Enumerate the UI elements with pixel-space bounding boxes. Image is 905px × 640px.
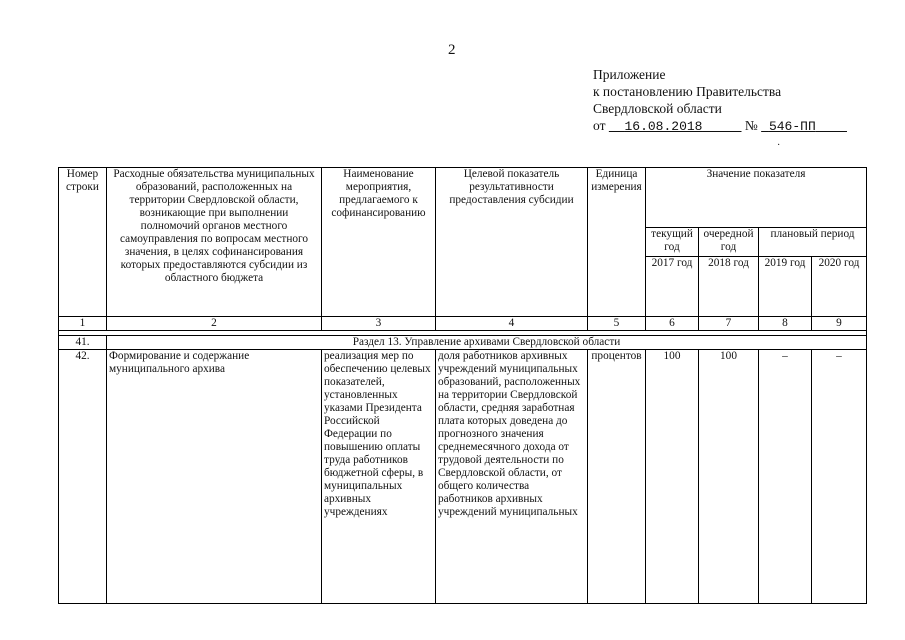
index-row (59, 317, 867, 331)
header-year-2020: 2020 год (812, 257, 867, 317)
stray-mark: · (777, 140, 781, 151)
header-year-2017: 2017 год (646, 257, 699, 317)
index-cell: 5 (588, 317, 646, 331)
index-cell: 2 (107, 317, 322, 331)
data-row-number: 42. (59, 350, 107, 604)
page-number: 2 (448, 42, 456, 58)
resolution-number: 546-ПП (768, 119, 816, 134)
appendix-line-1: Приложение (593, 67, 666, 82)
data-obligation: Формирование и содержание муниципального архива (107, 350, 322, 604)
appendix-line-3: Свердловской области (593, 101, 722, 116)
index-cell: 3 (322, 317, 436, 331)
header-indicator: Целевой показатель результативности предоставления субсидии (436, 168, 588, 317)
index-cell: 4 (436, 317, 588, 331)
header-value-group: Значение показателя (646, 168, 867, 228)
header-measure: Наименование мероприятия, предлагаемого к софинансированию (322, 168, 436, 317)
data-value-2017: 100 (646, 350, 699, 604)
header-plan-period: плановый период (759, 228, 867, 257)
resolution-date: 16.08.2018 (624, 119, 703, 134)
index-cell: 8 (759, 317, 812, 331)
from-label: от (593, 118, 606, 133)
data-value-2019: – (759, 350, 812, 604)
data-row (59, 350, 867, 604)
appendix-block (593, 66, 847, 135)
section-title: Раздел 13. Управление архивами Свердловской области (107, 336, 867, 350)
header-current-year: текущий год (646, 228, 699, 257)
header-row-1 (59, 168, 867, 228)
data-value-2020: – (812, 350, 867, 604)
appendix-line-2: к постановлению Правительства (593, 84, 782, 99)
section-row-number: 41. (59, 336, 107, 350)
header-row-number: Номер строки (59, 168, 107, 317)
header-next-year: очередной год (699, 228, 759, 257)
header-year-2019: 2019 год (759, 257, 812, 317)
index-cell: 6 (646, 317, 699, 331)
appendix-date-row (593, 117, 847, 135)
subsidy-table (58, 167, 867, 604)
header-year-2018: 2018 год (699, 257, 759, 317)
number-sign: № (744, 118, 758, 133)
index-cell: 7 (699, 317, 759, 331)
data-indicator: доля работников архивных учреждений муниципальных образований, расположенных на территории Свердловской области, средняя заработная плата которых доведена до прогнозного значения среднемесячного дохода от трудовой деятельности по Свердловской области, от общего количества работников архивных учреждений муниципальных (436, 350, 588, 604)
header-obligations: Расходные обязательства муниципальных образований, расположенных на территории Свердловской области, возникающие при выполнении полномочий органов местного самоуправления по вопросам местного значения, в целях софинансирования которых предоставляются субсидии из областного бюджета (107, 168, 322, 317)
data-value-2018: 100 (699, 350, 759, 604)
data-measure: реализация мер по обеспечению целевых показателей, установленных указами Президента Российской Федерации по повышению оплаты труда работников бюджетной сферы, в муниципальных архивных учреждениях (322, 350, 436, 604)
header-unit: Единица измерения (588, 168, 646, 317)
index-cell: 1 (59, 317, 107, 331)
data-unit: процентов (588, 350, 646, 604)
index-cell: 9 (812, 317, 867, 331)
section-row (59, 336, 867, 350)
